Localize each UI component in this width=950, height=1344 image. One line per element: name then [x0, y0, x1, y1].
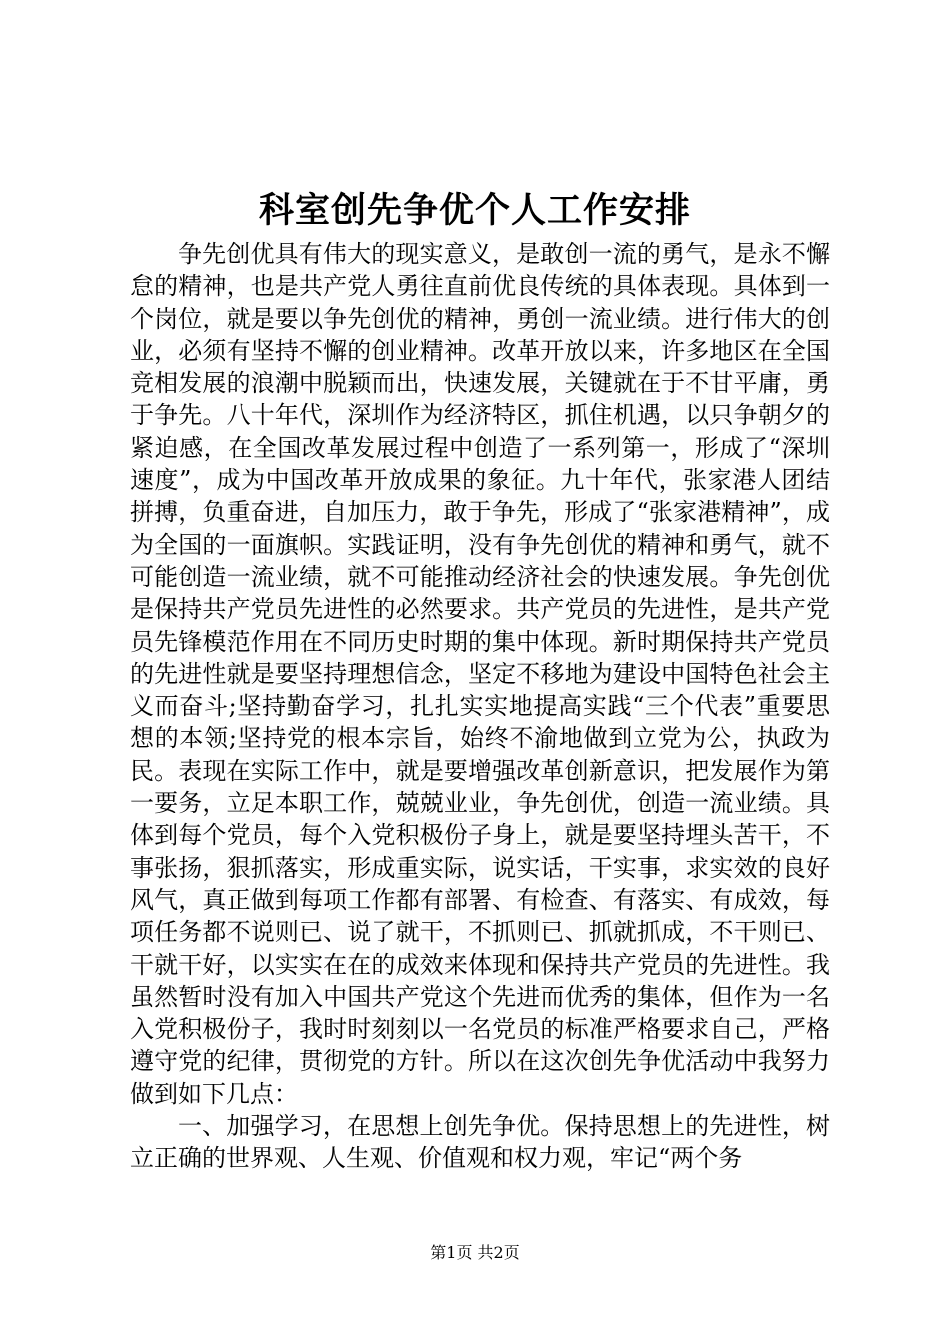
- paragraph-1: 争先创优具有伟大的现实意义，是敢创一流的勇气，是永不懈怠的精神，也是共产党人勇往直前优良传统的具体表现。具体到一个岗位，就是要以争先创优的精神，勇创一流业绩。进行伟大的创业，必须有坚持不懈的创业精神。改革开放以来，许多地区在全国竞相发展的浪潮中脱颖而出，快速发展，关键就在于不甘平庸，勇于争先。八十年代，深圳作为经济特区，抓住机遇，以只争朝夕的紧迫感，在全国改革发展过程中创造了一系列第一，形成了“深圳速度”，成为中国改革开放成果的象征。九十年代，张家港人团结拼搏，负重奋进，自加压力，敢于争先，形成了“张家港精神”，成为全国的一面旗帜。实践证明，没有争先创优的精神和勇气，就不可能创造一流业绩，就不可能推动经济社会的快速发展。争先创优是保持共产党员先进性的必然要求。共产党员的先进性，是共产党员先锋模范作用在不同历史时期的集中体现。新时期保持共产党员的先进性就是要坚持理想信念，坚定不移地为建设中国特色社会主义而奋斗;坚持勤奋学习，扎扎实实地提高实践“三个代表”重要思想的本领;坚持党的根本宗旨，始终不渝地做到立党为公，执政为民。表现在实际工作中，就是要增强改革创新意识，把发展作为第一要务，立足本职工作，兢兢业业，争先创优，创造一流业绩。具体到每个党员，每个入党积极份子身上，就是要坚持埋头苦干，不事张扬，狠抓落实，形成重实际，说实话，干实事，求实效的良好风气，真正做到每项工作都有部署、有检查、有落实、有成效，每项任务都不说则已、说了就干，不抓则已、抓就抓成，不干则已、干就干好，以实实在在的成效来体现和保持共产党员的先进性。我虽然暂时没有加入中国共产党这个先进而优秀的集体，但作为一名入党积极份子，我时时刻刻以一名党员的标准严格要求自己，严格遵守党的纪律，贯彻党的方针。所以在这次创先争优活动中我努力做到如下几点：: [130, 240, 830, 1108]
- document-body: [130, 238, 830, 1175]
- paragraph-2: 一、加强学习，在思想上创先争优。保持思想上的先进性，树立正确的世界观、人生观、价值观和权力观，牢记“两个务: [130, 1112, 830, 1173]
- page-number-footer: 第1页 共2页: [430, 1243, 520, 1262]
- document-title: 科室创先争优个人工作安排: [258, 190, 691, 231]
